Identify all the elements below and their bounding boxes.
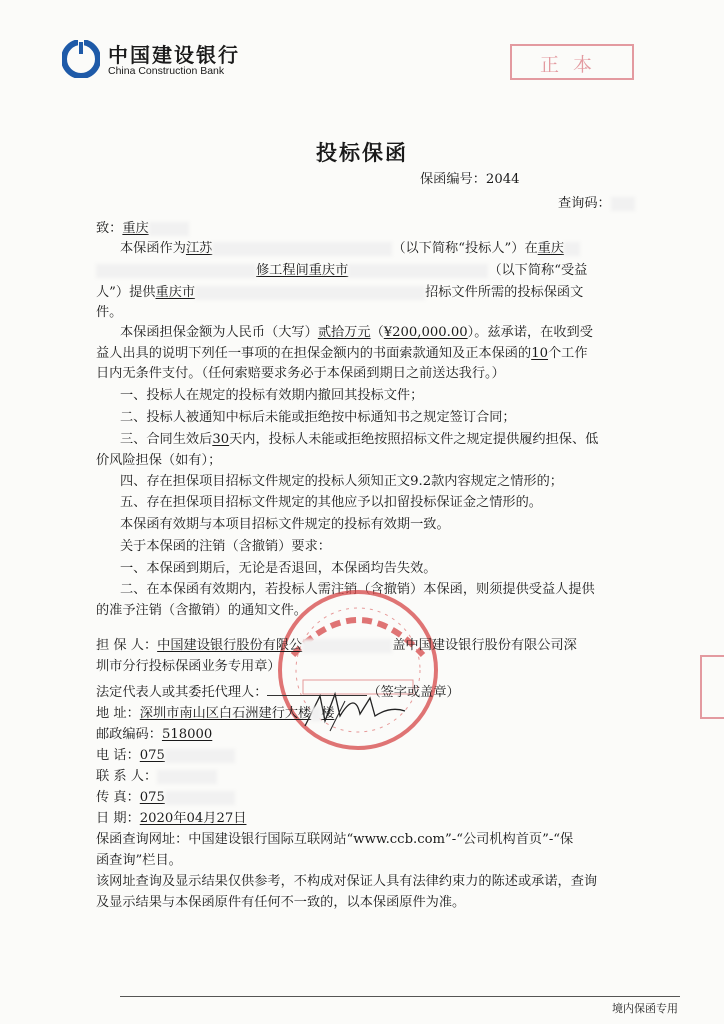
para2-line3: 日内无条件支付。（任何索赔要求务必于本保函到期日之前送达我行。） (96, 366, 505, 381)
original-stamp (510, 44, 634, 80)
cancel-clause-2-cont: 的准予注销（含撤销）的通知文件。 (96, 603, 307, 618)
query-code-label: 查询码： (558, 196, 611, 211)
item-3-cont: 价风险担保（如有）； (96, 453, 222, 468)
edge-stamp (700, 655, 724, 719)
address-label: 地 址： (96, 706, 140, 721)
bank-name-en: China Construction Bank (108, 65, 225, 77)
item-2: 二、投标人被通知中标后未能或拒绝按中标通知书之规定签订合同； (120, 410, 516, 425)
guarantee-number: 保函编号：2044 (420, 172, 520, 187)
cancel-title: 关于本保函的注销（含撤销）要求： (120, 539, 331, 554)
fax: 传 真：075 (96, 790, 235, 805)
para2-line1: 本保函担保金额为人民币（大写）贰拾万元（¥200,000.00）。兹承诺，在收到受 (120, 325, 593, 340)
query-code (558, 196, 635, 211)
para1-line3: 人”）提供重庆市 招标文件所需的投标保函文 (96, 285, 584, 300)
legal-rep: 法定代表人或其委托代理人： （签字或盖章） (96, 685, 460, 700)
document-title: 投标保函 (316, 141, 408, 165)
disclaimer-line1: 该网址查询及显示结果仅供参考，不构成对保证人具有法律约束力的陈述或承诺，查询 (96, 874, 598, 889)
query-site-line1: 保函查询网址：中国建设银行国际互联网站“www.ccb.com”-“公司机构首页”-“保 (96, 832, 574, 847)
disclaimer-line2: 及显示结果与本保函原件有任何不一致的，以本保函原件为准。 (96, 895, 466, 910)
cancel-clause-2: 二、在本保函有效期内，若投标人需注销（含撤销）本保函，则须提供受益人提供 (120, 582, 595, 597)
address: 地 址：深圳市南山区白石洲建行大楼 楼 (96, 706, 335, 721)
postcode: 邮政编码：518000 (96, 727, 213, 742)
validity-clause: 本保函有效期与本项目招标文件规定的投标有效期一致。 (120, 517, 450, 532)
date: 日 期：2020年04月27日 (96, 811, 247, 826)
item-5: 五、存在担保项目招标文件规定的其他应予以扣留投标保证金之情形的。 (120, 495, 542, 510)
cancel-clause-1: 一、本保函到期后，无论是否退回，本保函均告失效。 (120, 561, 437, 576)
addressee-label: 致： (96, 221, 123, 236)
para1-line2: 修工程间重庆市 （以下简称“受益 (96, 263, 587, 278)
query-site-line2: 函查询”栏目。 (96, 853, 182, 868)
item-3: 三、合同生效后30天内，投标人未能或拒绝按照招标文件之规定提供履约担保、低 (120, 432, 599, 447)
guarantor-label: 担 保 人： (96, 638, 158, 653)
bank-name-cn: 中国建设银行 (108, 43, 240, 67)
footer-text: 境内保函专用 (612, 1002, 678, 1015)
item-4: 四、存在担保项目招标文件规定的投标人须知正文9.2款内容规定之情形的； (120, 474, 563, 489)
contact: 联 系 人： (96, 769, 217, 784)
guarantor-line2: 圳市分行投标保函业务专用章） (96, 659, 281, 674)
para2-line2: 益人出具的说明下列任一事项的在担保金额内的书面索款通知及正本保函的10个工作 (96, 346, 588, 361)
footer-rule (120, 996, 680, 997)
para1-line1: 本保函作为江苏 （以下简称“投标人”）在重庆 (120, 241, 580, 256)
addressee (96, 221, 189, 236)
legal-rep-label: 法定代表人或其委托代理人： (96, 685, 268, 700)
ccb-logo-icon (62, 40, 100, 78)
item-1: 一、投标人在规定的投标有效期内撤回其投标文件； (120, 388, 424, 403)
addressee-value: 重庆 (122, 221, 149, 236)
para1-line4: 件。 (96, 305, 123, 320)
original-stamp-text: 正 本 (540, 54, 597, 76)
guarantor-line1: 担 保 人：中国建设银行股份有限公 盖中国建设银行股份有限公司深 (96, 638, 577, 653)
phone: 电 话：075 (96, 748, 235, 763)
